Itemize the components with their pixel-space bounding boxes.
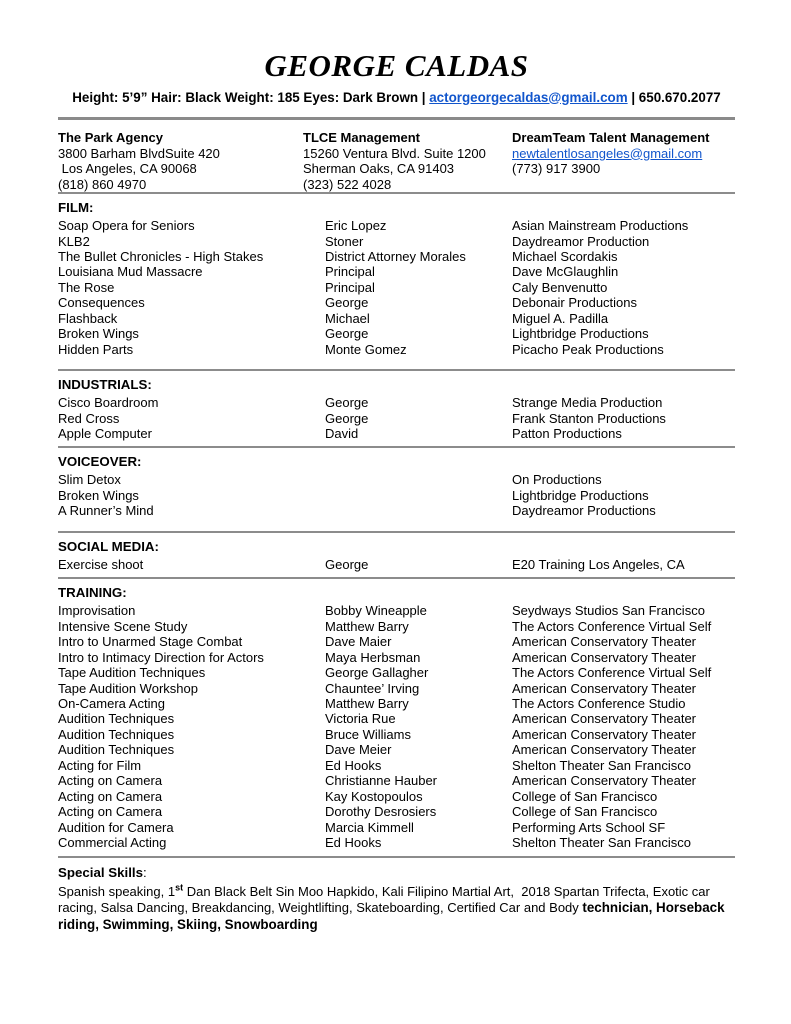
credit-title: Intensive Scene Study	[58, 618, 188, 634]
credit-row	[58, 742, 735, 757]
credit-company: Lightbridge Productions	[512, 487, 649, 503]
credit-company: Daydreamor Productions	[512, 503, 656, 519]
credit-row	[58, 681, 735, 696]
agency-line: (773) 917 3900	[512, 161, 601, 177]
credit-company: Strange Media Production	[512, 395, 663, 411]
credit-company: American Conservatory Theater	[512, 649, 697, 665]
section-heading: INDUSTRIALS:	[58, 377, 152, 393]
agencies-divider	[58, 192, 735, 194]
agency-line: Sherman Oaks, CA 91403	[303, 161, 455, 177]
credit-company: Asian Mainstream Productions	[512, 218, 689, 234]
credit-role: Dave Meier	[325, 742, 392, 758]
credit-row	[58, 650, 735, 665]
credit-role: Kay Kostopoulos	[325, 788, 423, 804]
credit-role: Christianne Hauber	[325, 773, 438, 789]
skills-run: st	[175, 882, 184, 893]
credit-company: Seydways Studios San Francisco	[512, 603, 705, 619]
credit-row	[58, 820, 735, 835]
credit-row	[58, 773, 735, 788]
section-heading: VOICEOVER:	[58, 454, 142, 470]
credit-row	[58, 835, 735, 850]
credit-title: Audition Techniques	[58, 711, 175, 727]
credit-row	[58, 218, 735, 233]
credit-title: Broken Wings	[58, 487, 139, 503]
credit-role: Stoner	[325, 233, 364, 249]
section-divider	[58, 369, 735, 371]
credit-row	[58, 711, 735, 726]
credit-company: American Conservatory Theater	[512, 711, 697, 727]
credit-title: Red Cross	[58, 410, 120, 426]
credit-section	[58, 538, 735, 572]
credit-company: Caly Benvenutto	[512, 279, 608, 295]
credit-row	[58, 234, 735, 249]
credit-company: Daydreamor Production	[512, 233, 650, 249]
credit-company: College of San Francisco	[512, 788, 658, 804]
special-skills	[58, 864, 735, 934]
credit-company: Lightbridge Productions	[512, 326, 649, 342]
section-heading: SOCIAL MEDIA:	[58, 538, 159, 554]
credit-title: Acting on Camera	[58, 804, 163, 820]
agency-card	[512, 129, 735, 193]
credit-role: Bobby Wineapple	[325, 603, 427, 619]
credit-company: Shelton Theater San Francisco	[512, 835, 691, 851]
special-skills-heading: Special Skills:	[58, 864, 147, 880]
credit-company: Picacho Peak Productions	[512, 341, 664, 357]
credit-company: The Actors Conference Studio	[512, 696, 686, 712]
credit-title: Acting for Film	[58, 757, 142, 773]
credit-title: Cisco Boardroom	[58, 395, 159, 411]
stats-line	[58, 90, 735, 106]
credit-title: The Bullet Chronicles - High Stakes	[58, 248, 264, 264]
credit-row	[58, 603, 735, 618]
agency-line: (323) 522 4028	[303, 176, 392, 192]
credit-role: Bruce Williams	[325, 726, 411, 742]
credit-title: Audition Techniques	[58, 726, 175, 742]
credit-row	[58, 342, 735, 357]
credit-company: Frank Stanton Productions	[512, 410, 666, 426]
credit-row	[58, 488, 735, 503]
email-link[interactable]: actorgeorgecaldas@gmail.com	[429, 89, 628, 105]
credit-row	[58, 727, 735, 742]
credit-section	[58, 376, 735, 441]
credit-role: George Gallagher	[325, 665, 429, 681]
agency-name: TLCE Management	[303, 129, 421, 145]
credit-role: George	[325, 410, 369, 426]
credit-row	[58, 557, 735, 572]
credit-title: Exercise shoot	[58, 556, 144, 572]
special-skills-text	[58, 884, 735, 934]
credit-title: Louisiana Mud Massacre	[58, 264, 203, 280]
credit-row	[58, 619, 735, 634]
credit-row	[58, 472, 735, 487]
credit-company: College of San Francisco	[512, 804, 658, 820]
agency-line: (818) 860 4970	[58, 176, 147, 192]
section-heading: FILM:	[58, 200, 94, 216]
credit-role: Ed Hooks	[325, 757, 382, 773]
credit-role: Dorothy Desrosiers	[325, 804, 437, 820]
credit-row	[58, 634, 735, 649]
credit-title: Apple Computer	[58, 426, 152, 442]
credit-company: American Conservatory Theater	[512, 726, 697, 742]
credit-title: Slim Detox	[58, 472, 121, 488]
credit-title: A Runner’s Mind	[58, 503, 154, 519]
credit-row	[58, 249, 735, 264]
agency-name: The Park Agency	[58, 129, 164, 145]
credit-title: Audition Techniques	[58, 742, 175, 758]
skills-run: Dan Black Belt Sin Moo Hapkido, Kali Filipino Martial Art, 2018 Spartan Trifecta, Exotic car racing, Salsa Dancing, Breakdancing, Weightlifting, Skateboarding, Certified Car and Body	[58, 883, 714, 916]
credit-company: Performing Arts School SF	[512, 819, 666, 835]
section-divider	[58, 446, 735, 448]
section-gap	[58, 357, 735, 369]
credit-role	[325, 488, 512, 503]
credit-role	[325, 503, 512, 518]
credit-title: Acting on Camera	[58, 773, 163, 789]
credit-company: Shelton Theater San Francisco	[512, 757, 691, 773]
credit-company: Miguel A. Padilla	[512, 310, 609, 326]
credit-role	[325, 472, 512, 487]
credit-role: Matthew Barry	[325, 618, 409, 634]
page-title: GEORGE CALDAS	[264, 48, 529, 83]
credit-company: American Conservatory Theater	[512, 680, 697, 696]
credit-role: Michael	[325, 310, 370, 326]
credit-role: Monte Gomez	[325, 341, 407, 357]
credit-role: David	[325, 426, 359, 442]
agency-line: 3800 Barham BlvdSuite 420	[58, 145, 220, 161]
credit-company: American Conservatory Theater	[512, 634, 697, 650]
credit-company: E20 Training Los Angeles, CA	[512, 556, 685, 572]
credit-row	[58, 311, 735, 326]
credit-row	[58, 665, 735, 680]
stats-suffix: | 650.670.2077	[627, 89, 721, 105]
credit-title: Consequences	[58, 295, 145, 311]
credit-row	[58, 426, 735, 441]
credits-sections	[58, 199, 735, 858]
credit-role: Matthew Barry	[325, 696, 409, 712]
credit-row	[58, 411, 735, 426]
credit-row	[58, 758, 735, 773]
credit-title: Commercial Acting	[58, 835, 167, 851]
credit-role: Marcia Kimmell	[325, 819, 414, 835]
credit-role: George	[325, 556, 369, 572]
credit-section	[58, 584, 735, 850]
credit-company: American Conservatory Theater	[512, 773, 697, 789]
credit-row	[58, 395, 735, 410]
credit-row	[58, 326, 735, 341]
credit-company: The Actors Conference Virtual Self	[512, 618, 712, 634]
credit-company: Michael Scordakis	[512, 248, 618, 264]
agency-email-link[interactable]: newtalentlosangeles@gmail.com	[512, 145, 703, 161]
credit-company: The Actors Conference Virtual Self	[512, 665, 712, 681]
credit-row	[58, 264, 735, 279]
skills-run: technician, Horseback riding, Swimming, Skiing, Snowboarding	[58, 900, 729, 932]
agency-name: DreamTeam Talent Management	[512, 129, 710, 145]
credit-title: Audition for Camera	[58, 819, 174, 835]
header-divider	[58, 117, 735, 120]
credit-row	[58, 804, 735, 819]
section-divider	[58, 856, 735, 858]
agency-card	[58, 129, 303, 193]
agency-line: 15260 Ventura Blvd. Suite 1200	[303, 145, 486, 161]
credit-row	[58, 696, 735, 711]
credit-row	[58, 295, 735, 310]
credit-title: Tape Audition Workshop	[58, 680, 198, 696]
credit-company: Patton Productions	[512, 426, 622, 442]
credit-role: George	[325, 295, 369, 311]
credit-role: District Attorney Morales	[325, 248, 466, 264]
credit-role: Principal	[325, 264, 375, 280]
credit-title: Flashback	[58, 310, 118, 326]
credit-role: Chauntee’ Irving	[325, 680, 420, 696]
credit-role: Victoria Rue	[325, 711, 396, 727]
agency-line: Los Angeles, CA 90068	[58, 161, 197, 177]
skills-run: Spanish speaking, 1	[58, 883, 176, 899]
credit-company: American Conservatory Theater	[512, 742, 697, 758]
credit-title: Tape Audition Techniques	[58, 665, 206, 681]
section-heading: TRAINING:	[58, 585, 127, 601]
credit-role: Principal	[325, 279, 375, 295]
credit-role: George	[325, 395, 369, 411]
agencies-block	[58, 129, 735, 193]
credit-title: Intro to Unarmed Stage Combat	[58, 634, 243, 650]
credit-row	[58, 280, 735, 295]
credit-title: KLB2	[58, 233, 90, 249]
credit-company: Dave McGlaughlin	[512, 264, 619, 280]
credit-row	[58, 503, 735, 518]
section-gap	[58, 519, 735, 531]
agency-card	[303, 129, 512, 193]
credit-role: Eric Lopez	[325, 218, 387, 234]
credit-role: Ed Hooks	[325, 835, 382, 851]
stats-prefix: Height: 5’9” Hair: Black Weight: 185 Eyes: Dark Brown |	[72, 89, 430, 105]
credit-role: Dave Maier	[325, 634, 392, 650]
credit-section	[58, 453, 735, 518]
credit-title: On-Camera Acting	[58, 696, 165, 712]
credit-company: Debonair Productions	[512, 295, 638, 311]
credit-title: Intro to Intimacy Direction for Actors	[58, 649, 264, 665]
credit-role: Maya Herbsman	[325, 649, 421, 665]
credit-title: Soap Opera for Seniors	[58, 218, 195, 234]
credit-title: Broken Wings	[58, 326, 139, 342]
section-divider	[58, 577, 735, 579]
credit-title: Acting on Camera	[58, 788, 163, 804]
credit-title: Hidden Parts	[58, 341, 134, 357]
credit-title: Improvisation	[58, 603, 136, 619]
credit-company: On Productions	[512, 472, 602, 488]
section-divider	[58, 531, 735, 533]
credit-role: George	[325, 326, 369, 342]
credit-section	[58, 199, 735, 357]
credit-title: The Rose	[58, 279, 115, 295]
credit-row	[58, 789, 735, 804]
